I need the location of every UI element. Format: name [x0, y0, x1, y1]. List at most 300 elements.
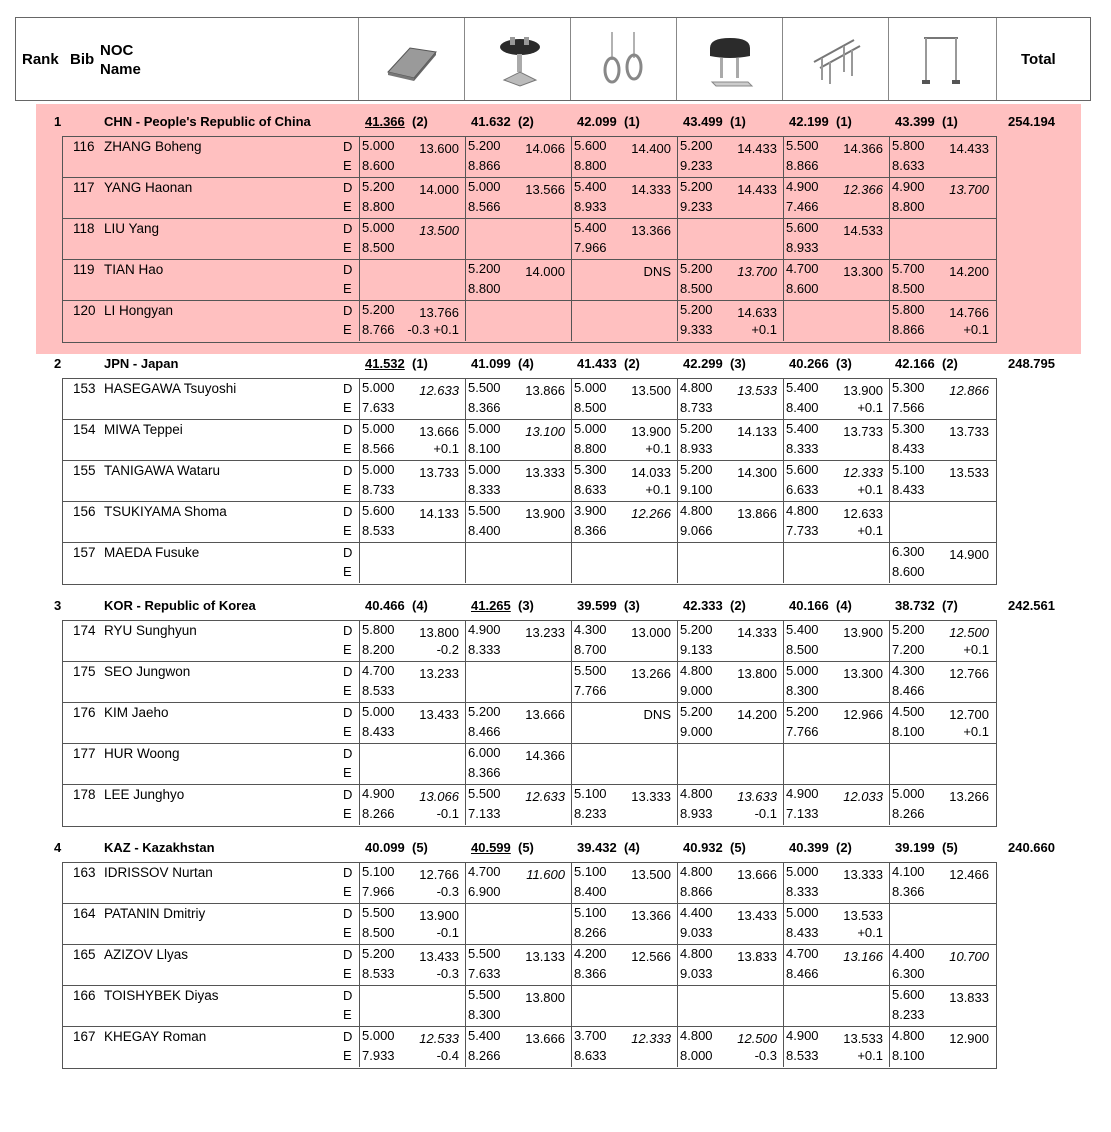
athlete-name: LI Hongyan — [104, 303, 174, 318]
apparatus-team-score: 42.299 — [683, 356, 723, 371]
d-score: 5.000 — [362, 704, 395, 719]
athlete-row[interactable] — [63, 986, 996, 1027]
team-rank: 2 — [54, 356, 62, 371]
penalty-bonus: +0.1 — [645, 441, 671, 456]
athlete-row[interactable] — [63, 420, 996, 461]
d-score: 3.900 — [574, 503, 607, 518]
e-score: 8.366 — [574, 523, 607, 538]
d-score: 4.900 — [892, 179, 925, 194]
e-score: 8.500 — [786, 642, 819, 657]
apparatus-team-rank: (2) — [836, 840, 852, 855]
score-cell — [783, 178, 889, 218]
final-score: 13.533 — [949, 465, 989, 480]
d-score: 4.700 — [468, 864, 501, 879]
d-score: 5.000 — [362, 462, 395, 477]
penalty-bonus: +0.1 — [751, 322, 777, 337]
d-score: 5.200 — [680, 261, 713, 276]
athlete-row[interactable] — [63, 461, 996, 502]
e-score: 8.100 — [892, 1048, 925, 1063]
e-score: 8.266 — [362, 806, 395, 821]
d-score: 5.200 — [362, 946, 395, 961]
e-label: E — [343, 240, 352, 255]
score-cell — [465, 904, 571, 944]
e-score: 8.400 — [468, 523, 501, 538]
e-score: 8.466 — [892, 683, 925, 698]
team-row[interactable] — [0, 838, 1111, 858]
e-score: 8.933 — [786, 240, 819, 255]
apparatus-team-score: 41.099 — [471, 356, 511, 371]
score-cell — [465, 945, 571, 985]
final-score: 14.366 — [525, 748, 565, 763]
d-score: 4.800 — [680, 946, 713, 961]
final-score: 14.200 — [737, 707, 777, 722]
score-cell — [359, 178, 465, 218]
athlete-name: TIAN Hao — [104, 262, 164, 277]
athlete-row[interactable] — [63, 785, 996, 826]
athlete-bib: 166 — [73, 988, 96, 1003]
e-score: 8.500 — [362, 240, 395, 255]
d-score: 4.800 — [680, 1028, 713, 1043]
apparatus-team-rank: (4) — [624, 840, 640, 855]
apparatus-team-rank: (2) — [518, 114, 534, 129]
athlete-name: ZHANG Boheng — [104, 139, 202, 154]
e-label: E — [343, 482, 352, 497]
final-score: 13.166 — [843, 949, 883, 964]
d-label: D — [343, 746, 353, 761]
e-score: 7.966 — [362, 884, 395, 899]
athlete-row[interactable] — [63, 621, 996, 662]
d-label: D — [343, 906, 353, 921]
e-score: 8.600 — [786, 281, 819, 296]
score-cell — [783, 703, 889, 743]
score-cell — [783, 945, 889, 985]
athlete-row[interactable] — [63, 219, 996, 260]
d-score: 4.800 — [680, 663, 713, 678]
final-score: 13.533 — [737, 383, 777, 398]
athlete-bib: 118 — [73, 221, 95, 236]
score-cell — [359, 945, 465, 985]
d-label: D — [343, 180, 353, 195]
score-cell — [359, 260, 465, 300]
d-score: 5.300 — [574, 462, 607, 477]
final-score: 13.233 — [419, 666, 459, 681]
score-cell — [889, 785, 995, 825]
e-score: 7.200 — [892, 642, 925, 657]
d-label: D — [343, 463, 353, 478]
athlete-table — [62, 378, 997, 585]
final-score: 12.633 — [843, 506, 883, 521]
final-score: 14.766 — [949, 305, 989, 320]
athlete-name: YANG Haonan — [104, 180, 193, 195]
final-score: 13.700 — [949, 182, 989, 197]
score-cell — [889, 1027, 995, 1067]
e-score: 8.233 — [892, 1007, 925, 1022]
athlete-row[interactable] — [63, 744, 996, 785]
team-rank: 4 — [54, 840, 62, 855]
score-cell — [783, 301, 889, 341]
floor-exercise-icon — [384, 38, 440, 83]
score-cell — [677, 621, 783, 661]
final-score: 14.900 — [949, 547, 989, 562]
e-score: 8.400 — [786, 400, 819, 415]
e-score: 8.100 — [468, 441, 501, 456]
score-cell — [889, 137, 995, 177]
score-cell — [889, 945, 995, 985]
apparatus-team-rank: (1) — [942, 114, 958, 129]
e-label: E — [343, 322, 352, 337]
athlete-row[interactable] — [63, 703, 996, 744]
d-label: D — [343, 988, 353, 1003]
score-cell — [783, 986, 889, 1026]
d-score: 5.400 — [786, 622, 819, 637]
e-score: 8.266 — [574, 925, 607, 940]
d-score: 5.600 — [786, 220, 819, 235]
final-score: 12.366 — [843, 182, 883, 197]
score-cell — [571, 461, 677, 501]
d-score: 5.500 — [362, 905, 395, 920]
e-score: 8.800 — [574, 158, 607, 173]
final-score: 12.466 — [949, 867, 989, 882]
d-score: 5.000 — [362, 138, 395, 153]
final-score: 13.433 — [737, 908, 777, 923]
athlete-row[interactable] — [63, 1027, 996, 1068]
e-label: E — [343, 199, 352, 214]
athlete-row[interactable] — [63, 662, 996, 703]
athlete-row[interactable] — [63, 137, 996, 178]
score-cell — [465, 420, 571, 460]
apparatus-team-score: 40.166 — [789, 598, 829, 613]
team-rank: 3 — [54, 598, 62, 613]
e-label: E — [343, 564, 352, 579]
d-score: 4.300 — [574, 622, 607, 637]
score-cell — [465, 1027, 571, 1067]
e-label: E — [343, 724, 352, 739]
score-cell — [783, 621, 889, 661]
d-score: 5.100 — [574, 864, 607, 879]
score-cell — [889, 301, 995, 341]
athlete-row[interactable] — [63, 543, 996, 584]
team-total: 254.194 — [1008, 114, 1055, 129]
d-score: 5.200 — [680, 462, 713, 477]
d-score: 5.800 — [362, 622, 395, 637]
d-label: D — [343, 865, 353, 880]
score-cell — [571, 301, 677, 341]
score-cell — [571, 904, 677, 944]
team-row[interactable] — [0, 354, 1111, 374]
score-cell — [571, 502, 677, 542]
athlete-name: SEO Jungwon — [104, 664, 191, 679]
e-score: 8.533 — [362, 523, 395, 538]
score-cell — [889, 219, 995, 259]
apparatus-team-score: 41.532 — [365, 356, 405, 371]
score-cell — [889, 502, 995, 542]
score-cell — [889, 461, 995, 501]
score-cell — [677, 260, 783, 300]
score-cell — [677, 137, 783, 177]
score-cell — [465, 543, 571, 583]
e-score: 8.366 — [574, 966, 607, 981]
score-cell — [677, 1027, 783, 1067]
penalty-bonus: +0.1 — [963, 724, 989, 739]
score-cell — [889, 178, 995, 218]
e-score: 8.566 — [362, 441, 395, 456]
e-score: 8.500 — [362, 925, 395, 940]
parallel-bars-icon — [810, 32, 862, 88]
final-score: 12.333 — [843, 465, 883, 480]
score-cell — [465, 621, 571, 661]
final-score: 13.066 — [419, 789, 459, 804]
d-score: 4.900 — [786, 786, 819, 801]
e-score: 8.266 — [892, 806, 925, 821]
final-score: 13.366 — [631, 908, 671, 923]
score-cell — [677, 461, 783, 501]
e-score: 8.333 — [786, 884, 819, 899]
final-score: 13.566 — [525, 182, 565, 197]
final-score: 13.833 — [949, 990, 989, 1005]
final-score: 13.900 — [525, 506, 565, 521]
e-score: 9.000 — [680, 724, 713, 739]
e-score: 8.866 — [892, 322, 925, 337]
apparatus-team-rank: (1) — [730, 114, 746, 129]
e-label: E — [343, 642, 352, 657]
apparatus-team-score: 40.466 — [365, 598, 405, 613]
athlete-bib: 164 — [73, 906, 96, 921]
d-label: D — [343, 623, 353, 638]
e-score: 9.033 — [680, 966, 713, 981]
athlete-row[interactable] — [63, 863, 996, 904]
final-score: 13.333 — [525, 465, 565, 480]
athlete-name: KHEGAY Roman — [104, 1029, 207, 1044]
score-cell — [571, 945, 677, 985]
final-score: 13.700 — [737, 264, 777, 279]
d-score: 5.100 — [574, 786, 607, 801]
apparatus-team-rank: (5) — [518, 840, 534, 855]
e-score: 8.700 — [574, 642, 607, 657]
score-cell — [571, 260, 677, 300]
score-cell — [465, 461, 571, 501]
d-label: D — [343, 262, 353, 277]
apparatus-team-score: 41.632 — [471, 114, 511, 129]
score-cell — [465, 137, 571, 177]
score-cell — [465, 863, 571, 903]
athlete-row[interactable] — [63, 945, 996, 986]
e-label: E — [343, 884, 352, 899]
e-score: 9.033 — [680, 925, 713, 940]
d-score: 4.700 — [786, 946, 819, 961]
athlete-row[interactable] — [63, 502, 996, 543]
d-score: 5.400 — [786, 380, 819, 395]
e-score: 8.233 — [574, 806, 607, 821]
final-score: 11.600 — [526, 867, 565, 882]
e-score: 8.433 — [362, 724, 395, 739]
penalty-bonus: +0.1 — [857, 925, 883, 940]
final-score: 13.833 — [737, 949, 777, 964]
d-score: 5.000 — [362, 220, 395, 235]
d-label: D — [343, 664, 353, 679]
e-score: 8.500 — [892, 281, 925, 296]
team-row[interactable] — [0, 596, 1111, 616]
score-cell — [677, 945, 783, 985]
score-cell — [465, 744, 571, 784]
d-score: 5.600 — [892, 987, 925, 1002]
e-score: 8.800 — [362, 199, 395, 214]
team-row[interactable] — [0, 112, 1111, 132]
d-score: 5.000 — [786, 864, 819, 879]
score-cell — [677, 986, 783, 1026]
final-score: 13.733 — [419, 465, 459, 480]
athlete-row[interactable] — [63, 260, 996, 301]
e-score: 8.333 — [786, 441, 819, 456]
score-cell — [889, 863, 995, 903]
d-score: 4.700 — [786, 261, 819, 276]
d-score: 5.000 — [468, 179, 501, 194]
e-score: 8.533 — [362, 966, 395, 981]
score-cell — [571, 219, 677, 259]
d-score: 4.800 — [680, 786, 713, 801]
athlete-row[interactable] — [63, 379, 996, 420]
penalty-bonus: -0.3 — [754, 1048, 777, 1063]
final-score: 13.366 — [631, 223, 671, 238]
d-score: 5.000 — [786, 663, 819, 678]
penalty-bonus: +0.1 — [857, 1048, 883, 1063]
e-score: 8.633 — [574, 1048, 607, 1063]
score-cell — [783, 502, 889, 542]
e-label: E — [343, 683, 352, 698]
apparatus-team-rank: (2) — [412, 114, 428, 129]
penalty-bonus: -0.1 — [436, 925, 459, 940]
final-score: 14.333 — [737, 625, 777, 640]
final-score: 13.733 — [949, 424, 989, 439]
score-cell — [783, 1027, 889, 1067]
apparatus-team-score: 39.599 — [577, 598, 617, 613]
final-score: 12.633 — [419, 383, 459, 398]
score-cell — [465, 219, 571, 259]
athlete-bib: 119 — [73, 262, 95, 277]
athlete-name: AZIZOV Llyas — [104, 947, 189, 962]
e-score: 7.766 — [786, 724, 819, 739]
apparatus-team-rank: (5) — [942, 840, 958, 855]
score-cell — [359, 986, 465, 1026]
final-score: 13.633 — [737, 789, 777, 804]
d-score: 5.400 — [574, 179, 607, 194]
d-score: 5.200 — [680, 622, 713, 637]
apparatus-team-rank: (4) — [412, 598, 428, 613]
penalty-bonus: +0.1 — [963, 322, 989, 337]
e-score: 8.733 — [362, 482, 395, 497]
score-cell — [783, 904, 889, 944]
e-score: 7.933 — [362, 1048, 395, 1063]
final-score: 13.266 — [631, 666, 671, 681]
apparatus-team-rank: (7) — [942, 598, 958, 613]
apparatus-team-rank: (5) — [730, 840, 746, 855]
apparatus-team-rank: (5) — [412, 840, 428, 855]
penalty-bonus: +0.1 — [645, 482, 671, 497]
d-label: D — [343, 422, 353, 437]
final-score: 14.400 — [631, 141, 671, 156]
score-cell — [677, 420, 783, 460]
athlete-name: MIWA Teppei — [104, 422, 183, 437]
d-score: 5.600 — [786, 462, 819, 477]
final-score: 13.100 — [525, 424, 565, 439]
e-label: E — [343, 523, 352, 538]
score-cell — [571, 744, 677, 784]
athlete-table — [62, 620, 997, 827]
score-cell — [889, 543, 995, 583]
e-score: 8.400 — [574, 884, 607, 899]
d-label: D — [343, 787, 353, 802]
apparatus-team-rank: (1) — [412, 356, 428, 371]
final-score: 13.433 — [419, 949, 459, 964]
e-score: 8.533 — [786, 1048, 819, 1063]
apparatus-team-score: 40.599 — [471, 840, 511, 855]
final-score: 12.900 — [949, 1031, 989, 1046]
score-cell — [571, 379, 677, 419]
final-score: 12.966 — [843, 707, 883, 722]
apparatus-team-rank: (3) — [836, 356, 852, 371]
final-score: 12.566 — [631, 949, 671, 964]
e-score: 9.066 — [680, 523, 713, 538]
penalty-bonus: +0.1 — [857, 400, 883, 415]
score-cell — [359, 137, 465, 177]
d-score: 4.900 — [468, 622, 501, 637]
athlete-row[interactable] — [63, 301, 996, 342]
e-score: 7.466 — [786, 199, 819, 214]
e-score: 8.566 — [468, 199, 501, 214]
final-score: 13.900 — [419, 908, 459, 923]
apparatus-team-rank: (2) — [624, 356, 640, 371]
score-cell — [677, 904, 783, 944]
e-label: E — [343, 158, 352, 173]
results-header — [15, 17, 1091, 101]
score-cell — [889, 986, 995, 1026]
athlete-row[interactable] — [63, 178, 996, 219]
apparatus-team-rank: (1) — [624, 114, 640, 129]
e-score: 7.633 — [468, 966, 501, 981]
score-cell — [677, 703, 783, 743]
final-score: 14.000 — [419, 182, 459, 197]
apparatus-team-score: 40.399 — [789, 840, 829, 855]
athlete-row[interactable] — [63, 904, 996, 945]
d-score: 5.000 — [892, 786, 925, 801]
d-score: 4.900 — [786, 1028, 819, 1043]
d-score: 5.800 — [892, 302, 925, 317]
athlete-bib: 177 — [73, 746, 96, 761]
final-score: 14.633 — [737, 305, 777, 320]
final-score: 13.533 — [843, 908, 883, 923]
final-score: 14.133 — [419, 506, 459, 521]
e-score: 7.633 — [362, 400, 395, 415]
athlete-name: LIU Yang — [104, 221, 160, 236]
athlete-name: LEE Junghyo — [104, 787, 185, 802]
score-cell — [571, 863, 677, 903]
d-score: 5.000 — [362, 1028, 395, 1043]
score-cell — [465, 986, 571, 1026]
team-name: CHN - People's Republic of China — [104, 114, 311, 129]
d-score: 5.200 — [680, 421, 713, 436]
d-score: 5.100 — [892, 462, 925, 477]
athlete-bib: 116 — [73, 139, 95, 154]
apparatus-team-rank: (3) — [518, 598, 534, 613]
penalty-bonus: -0.4 — [436, 1048, 459, 1063]
score-cell — [783, 461, 889, 501]
final-score: 14.433 — [737, 182, 777, 197]
final-score: 13.900 — [843, 625, 883, 640]
score-cell — [677, 379, 783, 419]
apparatus-team-score: 39.432 — [577, 840, 617, 855]
score-cell — [677, 744, 783, 784]
penalty-bonus: -0.3 — [436, 966, 459, 981]
score-cell — [465, 178, 571, 218]
